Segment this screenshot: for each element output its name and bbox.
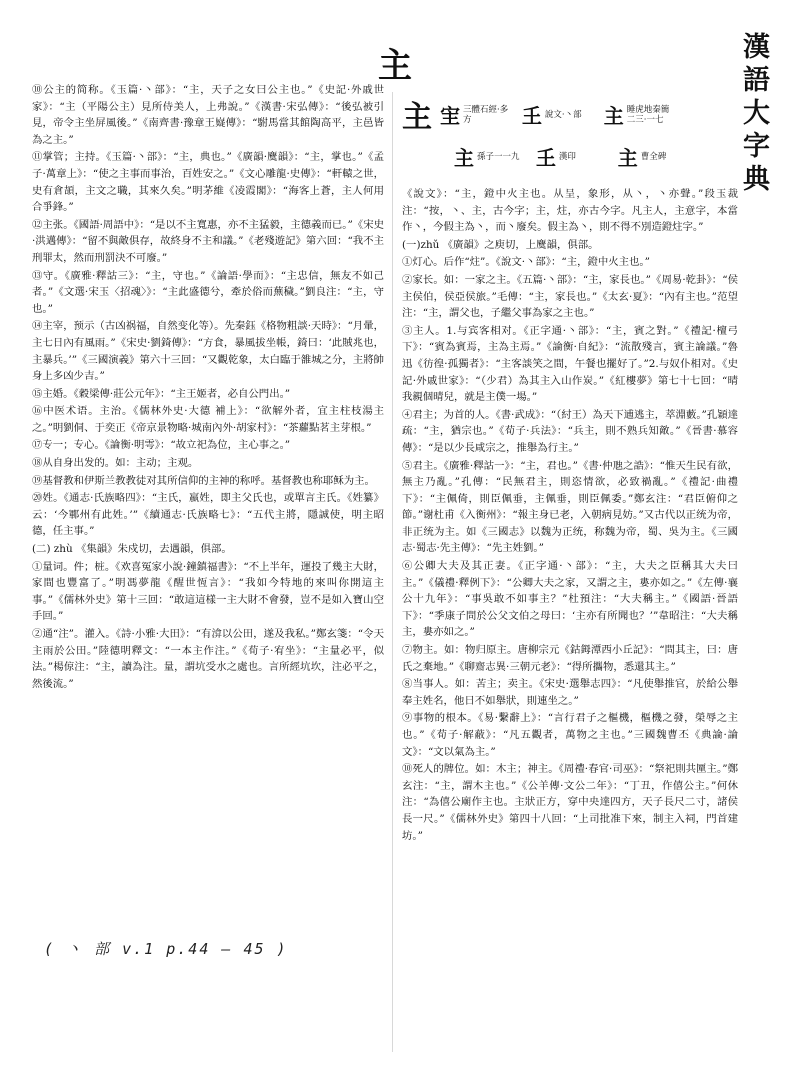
dictionary-title: 漢語大字典 <box>738 32 769 197</box>
definition-paragraph: ②家长。如：一家之主。《五篇·丶部》：“主，家長也。”《周易·乾卦》：“侯主侯伯，侯亞侯旅。”毛傳：“主，家長也。”《太玄·夏》：“內有主也。”范望注：“主，謂父也，子繼父事為家之主也。” <box>402 273 738 320</box>
definition-paragraph: ⑫主张。《國語·周語中》：“是以不主寬惠，亦不主猛毅，主德義而已。”《宋史·洪邁傳》：“留不與敵俱存，故終身不主和議。”《老殘遊記》第六回：“我不主刑罪太，然而刑罰決不可廢。” <box>32 218 384 264</box>
definition-paragraph: ⑨事物的根本。《易·繫辭上》：“言行君子之樞機，樞機之發，榮辱之主也。”《荀子·解蔽》：“凡五觀者，萬物之主也。”三國魏曹丕《典論·論文》：“文以氣為主。” <box>402 712 738 758</box>
glyph-form: 𡈼 <box>521 104 542 128</box>
definition-paragraph: ③主人。1.与宾客相对。《正字通·丶部》：“主，賓之對。”《禮記·檀弓下》：“賓為賓焉，主為主焉。”《論衡·自紀》：“流散殘言，賓主論議。”魯迅《彷徨·孤獨者》：“主客談笑之間，午餐也擺好了。”2.与奴仆相对。《史記·外戚世家》：“（少君）為其主入山作炭。”《紅樓夢》第七十七回：“晴我親個晴兒，就是主僕一場。” <box>402 324 738 404</box>
definition-paragraph: ⑭主宰，预示（古凶祸福，自然变化等）。先秦鈺《格物粗談·天時》：“月暈，主七日內有風雨。”《宋史·劉錡傳》：“方食，暴風拔坐帳，錡曰：‘此賊兆也，主暴兵。’”《三國演義》第六十三回：“又觀乾象，太白臨于雒城之分，主將帥身上多凶少吉。” <box>32 320 384 383</box>
definition-paragraph: (一)zhǔ 《廣韻》之庾切，上麌韻，俱部。 <box>402 238 599 251</box>
definition-paragraph: ⑦物主。如：物归原主。唐柳宗元《鈷鉧潭西小丘記》：“問其主，曰：唐氏之棄地。”《聊齋志異·三朝元老》：“得所攜物，悉還其主。” <box>402 644 738 673</box>
definition-paragraph: ⑳姓。《通志·氏族略四》：“主氏，嬴姓，即主父氏也，或單言主氏。《姓纂》云：‘今鄆州有此姓。’”《續通志·氏族略七》：“五代主將，隱誠使，明主昭德，任主事。” <box>32 492 384 538</box>
glyph-source: 三體石經·多方 <box>463 104 509 125</box>
definition-paragraph: ⑧当事人。如：苦主；卖主。《宋史·選舉志四》：“凡使舉推官，於給公舉奉主姓名，他日不如舉狀，則連坐之。” <box>402 678 738 707</box>
left-column <box>32 82 384 922</box>
glyph-source: 曹全碑 <box>640 151 667 162</box>
glyph-form: 宔 <box>440 104 460 128</box>
glyph-source: 說文·丶部 <box>544 109 582 120</box>
definition-paragraph: ⑯中医术语。主治。《儒林外史·大德 補上》：“欲解外者，宜主柱枝湯主之。”明劉侗、于奕正《帝京景物略·城南內外·胡家村》：“茶蘿點茗主芽根。” <box>32 405 384 434</box>
definition-paragraph: (二) zhù 《集韻》朱戍切，去遇韻，俱部。 <box>32 543 232 556</box>
definition-paragraph: ①灯心。后作“炷”。《說文·丶部》：“主，鐙中火主也。” <box>402 256 650 269</box>
head-entry <box>402 92 738 184</box>
glyph-form: 主 <box>617 146 638 170</box>
glyph-form: 𡈼 <box>535 146 556 170</box>
definition-paragraph: 《說文》：“主，鐙中火主也。从呈，象形，从丶，丶亦聲。”段玉裁注：“按，丶、主，古今字；主，炷，亦古今字。凡主人，主意字，本當作丶，今假主為丶，而丶廢矣。假主為丶，則不得不別造鐙炷字。” <box>402 188 738 234</box>
glyph-source: 睡虎地秦簡二三·一七 <box>626 104 670 125</box>
definition-paragraph: ⑩死人的牌位。如：木主；神主。《周禮·春官·司巫》：“祭祀則共匰主。”鄭玄注：“主，謂木主也。”《公羊傳·文公二年》：“丁丑，作僖公主。”何休注：“為僖公廟作主也。主狀正方，穿中央達四方，天子長尺二寸，諸侯長一尺。”《儒林外史》第四十八回：“上司批准下來，制主入祠，門首建坊。” <box>402 763 738 842</box>
glyph-form: 主 <box>603 104 624 128</box>
head-character: 主 <box>402 100 432 135</box>
column-divider <box>392 92 393 1052</box>
definition-paragraph: ⑰专一；专心。《論衡·明雩》：“故立祀為位，主心事之。” <box>32 439 291 452</box>
running-head: 主 <box>378 46 414 86</box>
definition-paragraph: ⑤君主。《廣雅·釋詁一》：“主，君也。”《書·仲虺之誥》：“惟天生民有欲，無主乃亂。”孔傳：“民無君主，則恣情欲，必致禍亂。”《禮記·曲禮下》：“主佩倚，則臣佩垂，主佩垂，則臣佩委。”鄭玄注：“君臣俯仰之節。”谢杜甫《入衡州》：“報主身已老，入朝病見妨。”又古代以正统为帝，非正统为主。如《三國志》以魏为正统，称魏为帝，蜀、吳为主。《三國志·蜀志·先主傳》：“先主姓劉。” <box>402 459 738 555</box>
definition-paragraph: ④君主；为首的人。《書·武成》：“（紂王）為天下逋逃主，萃淵藪。”孔穎達疏：“主，猶宗也。”《荀子·兵法》：“兵主，則不熟兵知敵。”《晉書·慕容傳》：“是以少長咸宗之，推舉為行主。” <box>402 408 738 454</box>
definition-paragraph: ②通“注”。灌入。《詩·小雅·大田》：“有渰以公田，遂及我私。”鄭玄箋：“令天主雨於公田。”陸德明釋文：“一本主作注。”《荀子·宥坐》：“主量必平，似法。”楊倞注：“主，讀為注。量，謂坑受水之處也。言所經坑坎，注必平之，然後流。” <box>32 628 384 690</box>
definition-paragraph: ⑮主婚。《穀梁傳·莊公元年》：“主王姬者，必自公門出。” <box>32 387 291 400</box>
definition-paragraph: ⑲基督教和伊斯兰教教徒对其所信仰的主神的称呼。基督教也称耶稣为主。 <box>32 474 375 487</box>
definition-paragraph: ⑬守。《廣雅·釋詁三》：“主，守也。”《論語·學而》：“主忠信，無友不如己者。”《文選·宋玉〈招魂〉》：“主此盛德兮，牽於俗而蕪穢。”劉良注：“主，守也。” <box>32 269 384 315</box>
definition-paragraph: ⑥公卿大夫及其正妻。《正字通·丶部》：“主，大夫之臣稱其大夫曰主。”《儀禮·釋例下》：“公卿大夫之家，又謂之主，婁亦如之。”《左傳·襄公十九年》：“事吳敢不如事主？”杜預注：“大夫稱主。”《國語·晉語下》：“季康子問於公父文伯之母曰：‘主亦有所聞也？’”韋昭注：“大夫稱主，婁亦如之。” <box>402 560 738 639</box>
glyph-forms-row-2 <box>454 142 744 171</box>
definition-paragraph: ①量词。件；桩。《欢喜冤家小說·鐘鎮福書》：“不上半年，運投了幾主大財，家間也豐富了。”明馮夢龍《醒世恆言》：“我如今特地的來叫你開這主事。”《儒林外史》第十三回：“敢這這樣一主大財不會發，豈不是如入寶山空手回。” <box>32 560 384 623</box>
glyph-source: 漢印 <box>558 151 576 162</box>
definition-paragraph: ⑱从自身出发的。如：主动；主观。 <box>32 457 199 470</box>
glyph-form: 主 <box>454 146 474 170</box>
definition-paragraph: ⑩公主的简称。《玉篇·丶部》：“主，天子之女曰公主也。”《史記·外戚世家》：“主（平陽公主）見所侍美人，上弗說。”《漢書·宋弘傳》：“後弘被引見，帝令主坐屏風後。”《南齊書·豫章王嶷傳》：“駙馬當其館陶高平，主邑皆為之主。” <box>32 84 384 146</box>
glyph-source: 孫子一一九 <box>477 151 520 162</box>
right-column <box>402 186 738 1054</box>
glyph-forms-row-1 <box>440 100 740 129</box>
definition-paragraph: ⑪掌管；主持。《玉篇·丶部》：“主，典也。”《廣韻·麌韻》：“主，掌也。”《孟子·萬章上》：“使之主事而事治，百姓安之。”《文心雕龍·史傳》：“軒轅之世，史有倉頡，主文之職，其來久矣。”明茅維《凌霞閣》：“海客上蒼，主人何用合爭鋒。” <box>32 151 384 214</box>
handwritten-note: ( 丶 部 v.1 p.44 — 45 ) <box>44 940 288 958</box>
